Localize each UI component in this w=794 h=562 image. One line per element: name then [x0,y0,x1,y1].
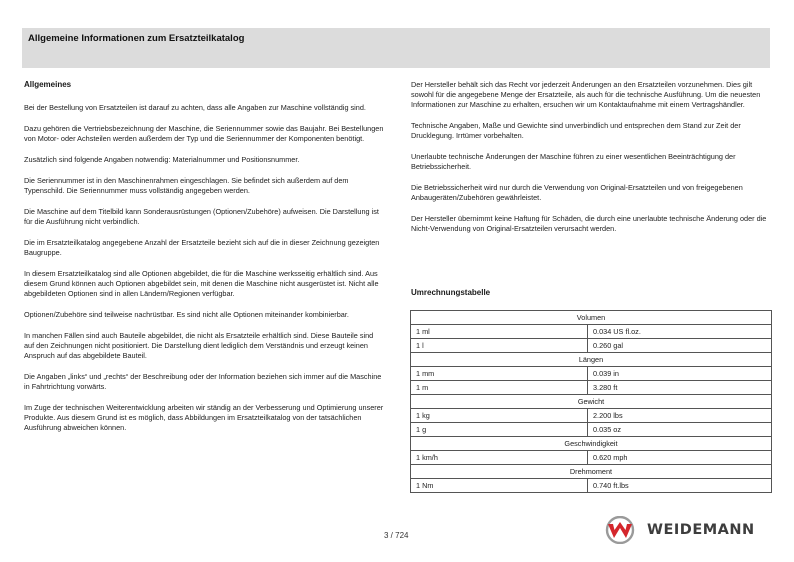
paragraph: Technische Angaben, Maße und Gewichte sind unverbindlich und entsprechen dem Stand zur Zeit der Drucklegung. Irrtümer vorbehalten. [411,121,741,140]
table-row [411,451,772,465]
value-cell: 0.034 US fl.oz. [588,325,772,339]
table-row [411,479,772,493]
weidemann-logo-icon [603,516,637,544]
paragraph: Zusätzlich sind folgende Angaben notwendig: Materialnummer und Positionsnummer. [24,155,300,164]
value-cell: 0.260 gal [588,339,772,353]
unit-cell: 1 ml [411,325,588,339]
table-category-row [411,353,772,367]
value-cell: 0.039 in [588,367,772,381]
paragraph: Dazu gehören die Vertriebsbezeichnung der Maschine, die Seriennummer sowie das Baujahr. Bei Bestellungen von Motor- oder Achsteilen werden außerdem der Typ und die Seriennummer der Komponenten benötigt. [24,124,384,143]
paragraph: Im Zuge der technischen Weiterentwicklung arbeiten wir ständig an der Verbesserung und Optimierung unserer Produkte. Aus diesem Grund ist es möglich, dass Abbildungen im Ersatzteilkatalog von der tatsächlichen Ausführung abweichen können. [24,403,384,432]
unit-cell: 1 kg [411,409,588,423]
value-cell: 3.280 ft [588,381,772,395]
unit-cell: 1 km/h [411,451,588,465]
value-cell: 0.740 ft.lbs [588,479,772,493]
unit-cell: 1 g [411,423,588,437]
paragraph: Die Seriennummer ist in den Maschinenrahmen eingeschlagen. Sie befindet sich außerdem auf dem Typenschild. Die Seriennummer muss vollständig angegeben werden. [24,176,349,195]
unit-cell: 1 m [411,381,588,395]
paragraph: Unerlaubte technische Änderungen der Maschine führen zu einer wesentlichen Beeinträchtigung der Betriebssicherheit. [411,152,736,171]
table-heading: Umrechnungstabelle [411,288,491,297]
category-cell: Längen [411,353,772,367]
paragraph: Die im Ersatzteilkatalog angegebene Anzahl der Ersatzteile bezieht sich auf die in dieser Zeichnung gezeigten Baugruppe. [24,238,380,257]
table-category-row [411,395,772,409]
table-row [411,325,772,339]
value-cell: 2.200 lbs [588,409,772,423]
table-row [411,339,772,353]
brand-logo [603,516,755,544]
paragraph: Die Maschine auf dem Titelbild kann Sonderausrüstungen (Optionen/Zubehöre) aufweisen. Die Darstellung ist für die Ausführung nicht verbindlich. [24,207,379,226]
paragraph: Der Hersteller behält sich das Recht vor jederzeit Änderungen an den Ersatzteilen vorzunehmen. Dies gilt sowohl für die angegebene Menge der Ersatzteile, als auch für die technische Ausführung. Um die neuesten Informationen zur Maschine zu erhalten, ersuchen wir um Kontaktaufnahme mit einem Vertragshändler. [411,80,761,109]
page-number: 3 / 724 [384,531,409,540]
table-row [411,381,772,395]
paragraph: Bei der Bestellung von Ersatzteilen ist darauf zu achten, dass alle Angaben zur Maschine vollständig sind. [24,103,366,112]
brand-name: WEIDEMANN [647,522,755,538]
category-cell: Gewicht [411,395,772,409]
paragraph: Der Hersteller übernimmt keine Haftung für Schäden, die durch eine unerlaubte technische Änderung oder die Nicht-Verwendung von Original-Ersatzteilen verursacht werden. [411,214,767,233]
table-row [411,423,772,437]
right-column [411,80,771,245]
unit-cell: 1 l [411,339,588,353]
category-cell: Volumen [411,311,772,325]
table-row [411,367,772,381]
table-category-row [411,311,772,325]
category-cell: Drehmoment [411,465,772,479]
unit-cell: 1 Nm [411,479,588,493]
paragraph: Die Betriebssicherheit wird nur durch die Verwendung von Original-Ersatzteilen und von freigegebenen Anbaugeräten/Zubehören gewährleistet. [411,183,743,202]
paragraph: In diesem Ersatzteilkatalog sind alle Optionen abgebildet, die für die Maschine werksseitig erhältlich sind. Aus diesem Grund können auch Optionen abgebildet sein, mit denen die Maschine nicht ausgerüstet ist. Nicht alle abgebildeten Optionen sind in allen Ländern/Regionen verfügbar. [24,269,379,298]
value-cell: 0.620 mph [588,451,772,465]
paragraph: Optionen/Zubehöre sind teilweise nachrüstbar. Es sind nicht alle Optionen miteinander kombinierbar. [24,310,349,319]
table-row [411,409,772,423]
table-category-row [411,437,772,451]
section-heading: Allgemeines [24,80,72,89]
page-title: Allgemeine Informationen zum Ersatzteilkatalog [28,33,245,44]
category-cell: Geschwindigkeit [411,437,772,451]
header-bar [22,28,770,68]
table-category-row [411,465,772,479]
paragraph: Die Angaben „links“ und „rechts“ der Beschreibung oder der Information beziehen sich immer auf die Maschine in Fahrtrichtung vorwärts. [24,372,382,391]
value-cell: 0.035 oz [588,423,772,437]
paragraph: In manchen Fällen sind auch Bauteile abgebildet, die nicht als Ersatzteile erhältlich sind. Diese Bauteile sind auf den Zeichnungen nicht positioniert. Die Darstellung dient lediglich dem Verständnis und erzeugt keinen Anspruch auf das abgebildete Bauteil. [24,331,374,360]
unit-cell: 1 mm [411,367,588,381]
conversion-table [410,310,772,493]
left-column [24,80,384,444]
